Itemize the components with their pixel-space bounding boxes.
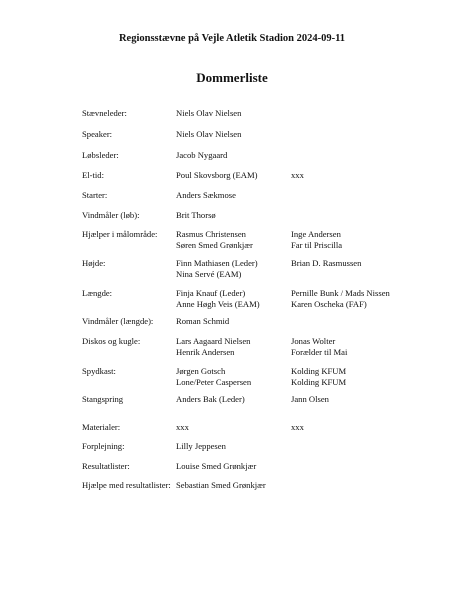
official-name: Sebastian Smed Grønkjær bbox=[176, 480, 266, 490]
primary-officials bbox=[176, 288, 260, 310]
primary-officials bbox=[176, 210, 216, 221]
secondary-officials bbox=[291, 394, 329, 405]
primary-officials bbox=[176, 108, 241, 119]
secondary-officials bbox=[291, 288, 390, 310]
official-name: Jørgen Gotsch bbox=[176, 366, 226, 376]
official-name: xxx bbox=[176, 422, 189, 432]
role-label: Løbsleder: bbox=[82, 150, 119, 160]
primary-officials bbox=[176, 441, 226, 452]
primary-officials bbox=[176, 129, 241, 140]
official-name: Brian D. Rasmussen bbox=[291, 258, 362, 268]
official-name: Henrik Andersen bbox=[176, 347, 235, 357]
official-name: Anders Sækmose bbox=[176, 190, 236, 200]
official-name: Niels Olav Nielsen bbox=[176, 108, 242, 118]
role-label: Diskos og kugle: bbox=[82, 336, 141, 346]
primary-officials bbox=[176, 480, 266, 491]
official-name: Finja Knauf (Leder) bbox=[176, 288, 246, 298]
role-label: Hjælper i målområde: bbox=[82, 229, 158, 239]
primary-officials bbox=[176, 258, 258, 280]
official-name: Brit Thorsø bbox=[176, 210, 216, 220]
role-label: Vindmåler (løb): bbox=[82, 210, 140, 220]
primary-officials bbox=[176, 150, 227, 161]
role-label: Stævneleder: bbox=[82, 108, 127, 118]
primary-officials bbox=[176, 316, 229, 327]
official-name: Pernille Bunk / Mads Nissen bbox=[291, 288, 390, 298]
official-name: Lilly Jeppesen bbox=[176, 441, 226, 451]
role-label: Starter: bbox=[82, 190, 108, 200]
role-label: Stangspring bbox=[82, 394, 124, 404]
role-label: El-tid: bbox=[82, 170, 104, 180]
primary-officials bbox=[176, 336, 250, 358]
official-name: Forælder til Mai bbox=[291, 347, 348, 357]
role-label: Spydkast: bbox=[82, 366, 116, 376]
role-label: Materialer: bbox=[82, 422, 121, 432]
official-name: Jacob Nygaard bbox=[176, 150, 228, 160]
official-name: Jann Olsen bbox=[291, 394, 329, 404]
role-label: Forplejning: bbox=[82, 441, 125, 451]
primary-officials bbox=[176, 170, 258, 181]
role-label: Resultatlister: bbox=[82, 461, 130, 471]
official-name: Kolding KFUM bbox=[291, 366, 347, 376]
official-name: Rasmus Christensen bbox=[176, 229, 246, 239]
primary-officials bbox=[176, 366, 251, 388]
primary-officials bbox=[176, 461, 256, 472]
secondary-officials bbox=[291, 229, 342, 251]
secondary-officials bbox=[291, 422, 304, 433]
secondary-officials bbox=[291, 366, 346, 388]
official-name: Poul Skovsborg (EAM) bbox=[176, 170, 258, 180]
secondary-officials bbox=[291, 170, 304, 181]
primary-officials bbox=[176, 229, 253, 251]
official-name: Søren Smed Grønkjær bbox=[176, 240, 253, 250]
role-label: Længde: bbox=[82, 288, 113, 298]
official-name: Inge Andersen bbox=[291, 229, 341, 239]
official-name: xxx bbox=[291, 422, 304, 432]
official-name: Far til Priscilla bbox=[291, 240, 343, 250]
official-name: Roman Schmid bbox=[176, 316, 230, 326]
official-name: Lone/Peter Caspersen bbox=[176, 377, 252, 387]
role-label: Højde: bbox=[82, 258, 106, 268]
official-name: Anders Bak (Leder) bbox=[176, 394, 245, 404]
primary-officials bbox=[176, 422, 189, 433]
official-name: Karen Oscheka (FAF) bbox=[291, 299, 367, 309]
official-name: Kolding KFUM bbox=[291, 377, 347, 387]
role-label: Speaker: bbox=[82, 129, 113, 139]
official-name: Niels Olav Nielsen bbox=[176, 129, 242, 139]
document-title: Dommerliste bbox=[196, 70, 268, 85]
secondary-officials bbox=[291, 258, 361, 269]
official-name: xxx bbox=[291, 170, 304, 180]
primary-officials bbox=[176, 190, 236, 201]
page-heading: Regionsstævne på Vejle Atletik Stadion 2024-09-11 bbox=[118, 33, 346, 44]
secondary-officials bbox=[291, 336, 347, 358]
official-name: Lars Aagaard Nielsen bbox=[176, 336, 251, 346]
official-name: Nina Servé (EAM) bbox=[176, 269, 242, 279]
official-name: Jonas Wolter bbox=[291, 336, 336, 346]
role-label: Vindmåler (længde): bbox=[82, 316, 154, 326]
role-label: Hjælpe med resultatlister: bbox=[82, 480, 171, 490]
official-name: Louise Smed Grønkjær bbox=[176, 461, 257, 471]
official-name: Finn Mathiasen (Leder) bbox=[176, 258, 258, 268]
primary-officials bbox=[176, 394, 245, 405]
official-name: Anne Høgh Veis (EAM) bbox=[176, 299, 260, 309]
